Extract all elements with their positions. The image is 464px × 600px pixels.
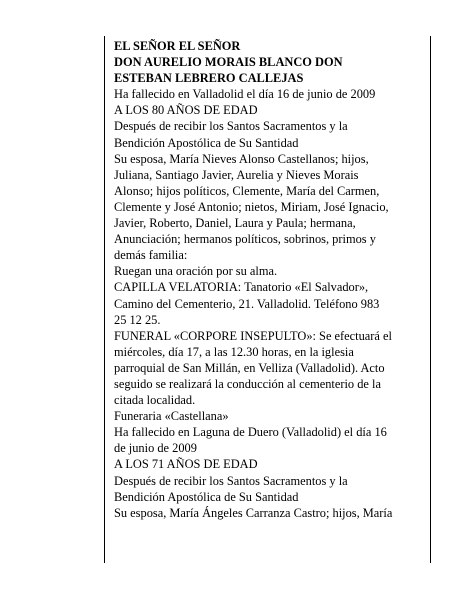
document-line: Bendición Apostólica de Su Santidad	[114, 489, 299, 504]
document-line: demás familia:	[114, 248, 188, 263]
document-line: parroquial de San Millán, en Velliza (Valladolid). Acto	[114, 360, 385, 375]
document-line: A LOS 80 AÑOS DE EDAD	[114, 103, 258, 118]
document-line: seguido se realizará la conducción al cementerio de la	[114, 376, 381, 391]
document-line: Su esposa, María Nieves Alonso Castellanos; hijos,	[114, 151, 369, 166]
document-line: DON AURELIO MORAIS BLANCO DON	[114, 55, 343, 70]
document-line: 25 12 25.	[114, 312, 161, 327]
document-line: de junio de 2009	[114, 441, 197, 456]
document-line: Alonso; hijos políticos, Clemente, María del Carmen,	[114, 183, 380, 198]
document-line: Bendición Apostólica de Su Santidad	[114, 135, 299, 150]
document-line: Javier, Roberto, Daniel, Laura y Paula; hermana,	[114, 216, 356, 231]
document-line: Ha fallecido en Valladolid el día 16 de junio de 2009	[114, 87, 376, 102]
document-line: Funeraria «Castellana»	[114, 409, 229, 424]
document-line: Camino del Cementerio, 21. Valladolid. Teléfono 983	[114, 296, 380, 311]
document-line: Ha fallecido en Laguna de Duero (Valladolid) el día 16	[114, 425, 387, 440]
document-line: Juliana, Santiago Javier, Aurelia y Nieves Morais	[114, 167, 359, 182]
document-line: FUNERAL «CORPORE INSEPULTO»: Se efectuará el	[114, 328, 392, 343]
document-line: miércoles, día 17, a las 12.30 horas, en la iglesia	[114, 344, 354, 359]
obituary-column	[114, 38, 426, 521]
document-line: Clemente y José Antonio; nietos, Miriam, José Ignacio,	[114, 199, 389, 214]
document-line: EL SEÑOR EL SEÑOR	[114, 39, 241, 53]
document-line: citada localidad.	[114, 393, 196, 408]
document-line: A LOS 71 AÑOS DE EDAD	[114, 457, 258, 472]
document-line: Ruegan una oración por su alma.	[114, 264, 278, 279]
document-line: ESTEBAN LEBRERO CALLEJAS	[114, 71, 304, 86]
column-rule-left	[104, 36, 105, 563]
document-line: Su esposa, María Ángeles Carranza Castro; hijos, María	[114, 505, 393, 520]
column-rule-right	[430, 36, 431, 563]
document-line: Después de recibir los Santos Sacramentos y la	[114, 473, 348, 488]
document-line: Después de recibir los Santos Sacramentos y la	[114, 119, 348, 134]
document-line: CAPILLA VELATORIA: Tanatorio «El Salvador»,	[114, 280, 369, 295]
document-line: Anunciación; hermanos políticos, sobrinos, primos y	[114, 232, 376, 247]
